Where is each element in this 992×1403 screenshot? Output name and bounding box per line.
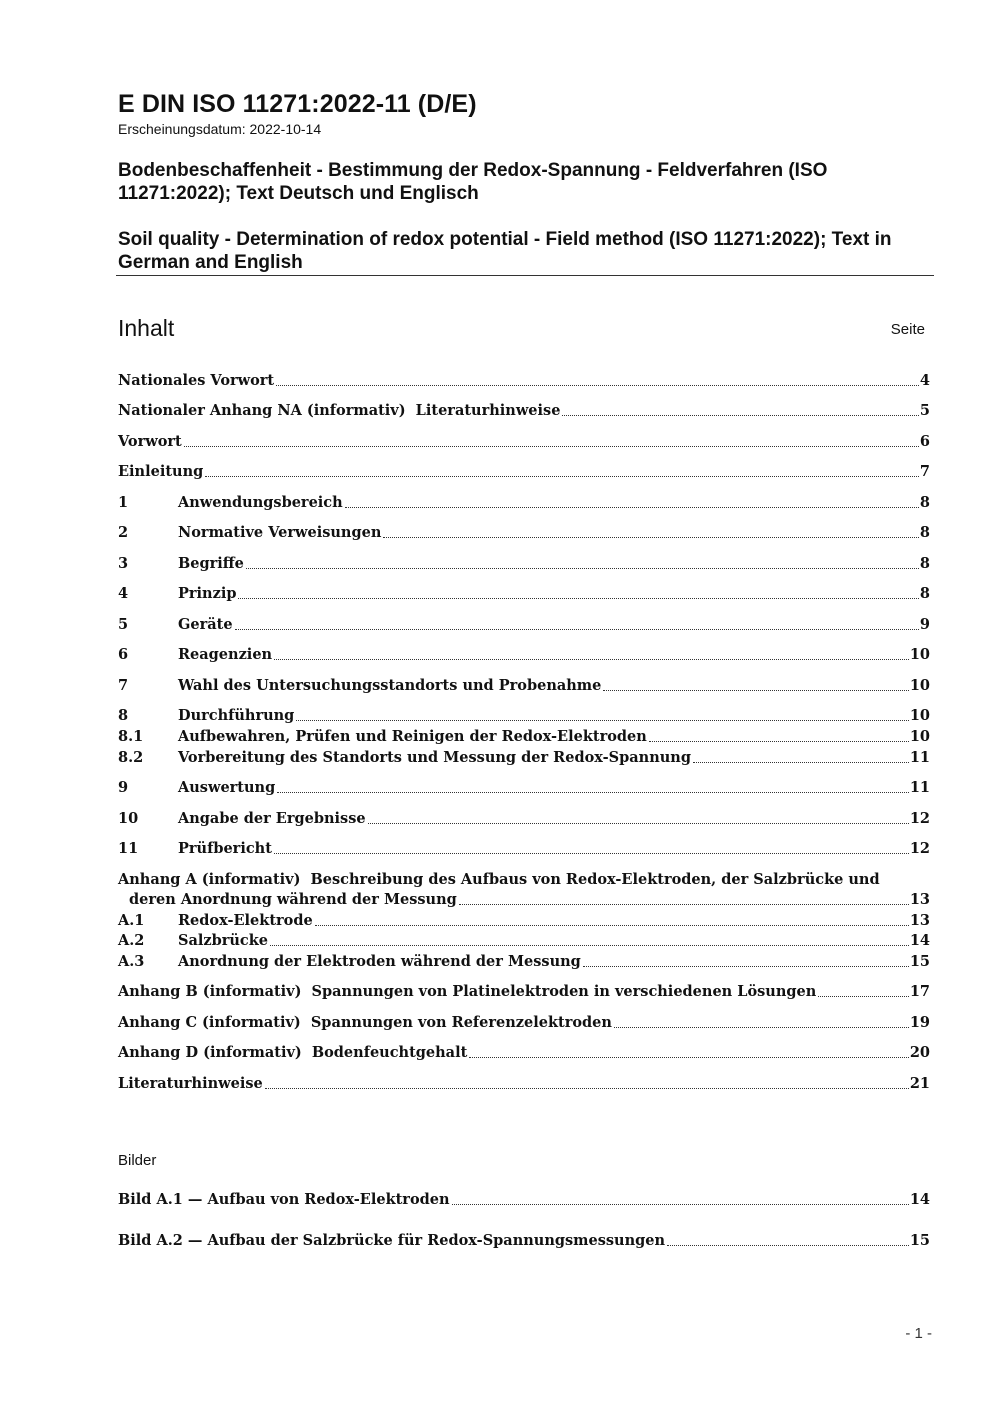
toc-entry[interactable] xyxy=(118,890,930,910)
toc-entry-title: Salzbrücke xyxy=(178,932,269,949)
toc-leader-dots xyxy=(296,720,909,721)
title-german: Bodenbeschaffenheit - Bestimmung der Redox-Spannung - Feldverfahren (ISO 11271:2022); Text Deutsch und Englisch xyxy=(118,160,828,204)
toc-entry-title: Begriffe xyxy=(178,555,244,572)
toc-entry-number: 1 xyxy=(118,494,129,511)
toc-entry[interactable] xyxy=(118,952,930,972)
toc-leader-dots xyxy=(238,598,918,599)
toc-entry-title: Angabe der Ergebnisse xyxy=(178,810,366,827)
toc-entry-title: Einleitung xyxy=(118,463,204,480)
toc-entry-title: Anhang B (informativ) Spannungen von Platinelektroden in verschiedenen Lösungen xyxy=(118,983,817,1000)
toc-entry[interactable] xyxy=(118,931,930,951)
publication-date: Erscheinungsdatum: 2022-10-14 xyxy=(118,121,322,137)
toc-leader-dots xyxy=(277,792,909,793)
figure-entry-page: 14 xyxy=(909,1191,930,1208)
toc-entry-title: Auswertung xyxy=(178,779,276,796)
figure-entry-title: Bild A.2 — Aufbau der Salzbrücke für Redox-Spannungsmessungen xyxy=(118,1232,666,1249)
toc-leader-dots xyxy=(276,385,919,386)
toc-entry-number: 7 xyxy=(118,677,129,694)
toc-entry-number: 2 xyxy=(118,524,129,541)
header-divider xyxy=(116,275,934,276)
toc-entry[interactable] xyxy=(118,748,930,768)
toc-entry[interactable] xyxy=(118,1013,930,1033)
toc-leader-dots xyxy=(603,690,908,691)
toc-leader-dots xyxy=(345,507,919,508)
toc-entry[interactable] xyxy=(118,615,930,635)
figure-entry-title: Bild A.1 — Aufbau von Redox-Elektroden xyxy=(118,1191,450,1208)
toc-entry[interactable] xyxy=(118,401,930,421)
toc-leader-dots xyxy=(315,925,909,926)
toc-entry-page: 5 xyxy=(919,402,930,419)
toc-entry-page: 4 xyxy=(919,372,930,389)
toc-leader-dots xyxy=(459,904,909,905)
toc-entry-page: 10 xyxy=(909,707,930,724)
toc-entry[interactable] xyxy=(118,432,930,452)
toc-entry-number: A.2 xyxy=(118,932,145,949)
toc-entry-page: 7 xyxy=(919,463,930,480)
toc-entry-page: 8 xyxy=(919,585,930,602)
figure-entry-page: 15 xyxy=(909,1232,930,1249)
toc-entry-title: Normative Verweisungen xyxy=(178,524,382,541)
title-english: Soil quality - Determination of redox potential - Field method (ISO 11271:2022); Text in German and English xyxy=(118,229,892,273)
toc-entry-title: Prüfbericht xyxy=(178,840,272,857)
toc-entry[interactable] xyxy=(118,493,930,513)
toc-entry-title: Nationales Vorwort xyxy=(118,372,275,389)
toc-leader-dots xyxy=(649,741,909,742)
toc-entry-page: 12 xyxy=(909,810,930,827)
toc-entry-page: 9 xyxy=(919,616,930,633)
toc-leader-dots xyxy=(246,568,919,569)
toc-entry-page: 14 xyxy=(909,932,930,949)
toc-entry[interactable] xyxy=(118,523,930,543)
toc-entry-page: 10 xyxy=(909,677,930,694)
toc-entry-page: 11 xyxy=(909,749,930,766)
toc-leader-dots xyxy=(235,629,919,630)
toc-entry[interactable] xyxy=(118,584,930,604)
document-id: E DIN ISO 11271:2022-11 (D/E) xyxy=(118,90,477,118)
figure-entry[interactable] xyxy=(118,1190,930,1210)
toc-leader-dots xyxy=(265,1088,909,1089)
toc-entry-title: Redox-Elektrode xyxy=(178,912,313,929)
toc-entry-page: 20 xyxy=(909,1044,930,1061)
toc-entry[interactable] xyxy=(118,1074,930,1094)
toc-entry-page: 15 xyxy=(909,953,930,970)
toc-entry-number: 3 xyxy=(118,555,129,572)
toc-entry-title: Durchführung xyxy=(178,707,295,724)
toc-entry[interactable] xyxy=(118,462,930,482)
toc-entry-number: 8.2 xyxy=(118,749,144,766)
toc-leader-dots xyxy=(614,1027,909,1028)
toc-entry-title: Nationaler Anhang NA (informativ) Literaturhinweise xyxy=(118,402,561,419)
toc-entry-number: 8 xyxy=(118,707,129,724)
toc-entry-title: Literaturhinweise xyxy=(118,1075,263,1092)
toc-entry-title: Wahl des Untersuchungsstandorts und Probenahme xyxy=(178,677,602,694)
toc-leader-dots xyxy=(270,945,909,946)
toc-entry-page: 13 xyxy=(909,912,930,929)
toc-leader-dots xyxy=(205,476,919,477)
toc-entry-number: 11 xyxy=(118,840,139,857)
toc-entry-number: 10 xyxy=(118,810,139,827)
toc-entry[interactable] xyxy=(118,839,930,859)
toc-entry-number: 5 xyxy=(118,616,129,633)
toc-entry[interactable] xyxy=(118,727,930,747)
figures-heading: Bilder xyxy=(118,1152,157,1169)
toc-entry-title: Anordnung der Elektroden während der Messung xyxy=(178,953,581,970)
toc-entry-page: 8 xyxy=(919,494,930,511)
toc-entry[interactable] xyxy=(118,645,930,665)
toc-page-label: Seite xyxy=(890,321,925,338)
toc-entry-title: Geräte xyxy=(178,616,233,633)
toc-entry-number: 9 xyxy=(118,779,129,796)
toc-entry-page: 6 xyxy=(919,433,930,450)
toc-entry[interactable] xyxy=(118,676,930,696)
toc-entry[interactable] xyxy=(118,778,930,798)
toc-entry-title[interactable]: Anhang A (informativ) Beschreibung des Aufbaus von Redox-Elektroden, der Salzbrücke und xyxy=(118,871,880,888)
toc-leader-dots xyxy=(667,1245,909,1246)
toc-entry[interactable] xyxy=(118,911,930,931)
toc-leader-dots xyxy=(383,537,919,538)
toc-entry-page: 8 xyxy=(919,555,930,572)
toc-entry[interactable] xyxy=(118,371,930,391)
toc-entry[interactable] xyxy=(118,982,930,1002)
toc-leader-dots xyxy=(368,823,909,824)
toc-entry-title: Vorwort xyxy=(118,433,182,450)
toc-entry-page: 10 xyxy=(909,728,930,745)
toc-leader-dots xyxy=(452,1204,909,1205)
toc-entry-page: 11 xyxy=(909,779,930,796)
toc-entry-number: A.3 xyxy=(118,953,145,970)
toc-leader-dots xyxy=(583,966,909,967)
toc-entry-title: Aufbewahren, Prüfen und Reinigen der Redox-Elektroden xyxy=(178,728,647,745)
toc-entry-title: Vorbereitung des Standorts und Messung der Redox-Spannung xyxy=(178,749,691,766)
toc-entry-number: 4 xyxy=(118,585,129,602)
figure-entry[interactable] xyxy=(118,1231,930,1251)
toc-leader-dots xyxy=(693,762,909,763)
toc-entry[interactable] xyxy=(118,554,930,574)
toc-leader-dots xyxy=(274,853,909,854)
toc-entry-page: 12 xyxy=(909,840,930,857)
toc-entry-title: Anhang D (informativ) Bodenfeuchtgehalt xyxy=(118,1044,468,1061)
page-number: - 1 - xyxy=(905,1325,932,1342)
toc-leader-dots xyxy=(562,415,918,416)
toc-entry[interactable] xyxy=(118,809,930,829)
toc-entry-number: 8.1 xyxy=(118,728,144,745)
toc-entry-page: 21 xyxy=(909,1075,930,1092)
toc-entry-title: Reagenzien xyxy=(178,646,273,663)
toc-entry[interactable] xyxy=(118,706,930,726)
toc-entry-title: Anhang C (informativ) Spannungen von Referenzelektroden xyxy=(118,1014,612,1031)
toc-entry-page: 8 xyxy=(919,524,930,541)
toc-entry[interactable] xyxy=(118,1043,930,1063)
toc-leader-dots xyxy=(818,996,909,997)
toc-entry-page: 10 xyxy=(909,646,930,663)
toc-leader-dots xyxy=(184,446,919,447)
toc-entry-number: A.1 xyxy=(118,912,145,929)
toc-entry-title: Anwendungsbereich xyxy=(178,494,343,511)
toc-leader-dots xyxy=(469,1057,909,1058)
toc-entry-page: 19 xyxy=(909,1014,930,1031)
toc-heading: Inhalt xyxy=(118,315,175,341)
toc-leader-dots xyxy=(274,659,909,660)
toc-entry-title-continued: deren Anordnung während der Messung xyxy=(129,891,457,908)
toc-entry-title: Prinzip xyxy=(178,585,237,602)
toc-entry-page: 17 xyxy=(909,983,930,1000)
toc-entry-page: 13 xyxy=(909,891,930,908)
toc-entry-number: 6 xyxy=(118,646,129,663)
